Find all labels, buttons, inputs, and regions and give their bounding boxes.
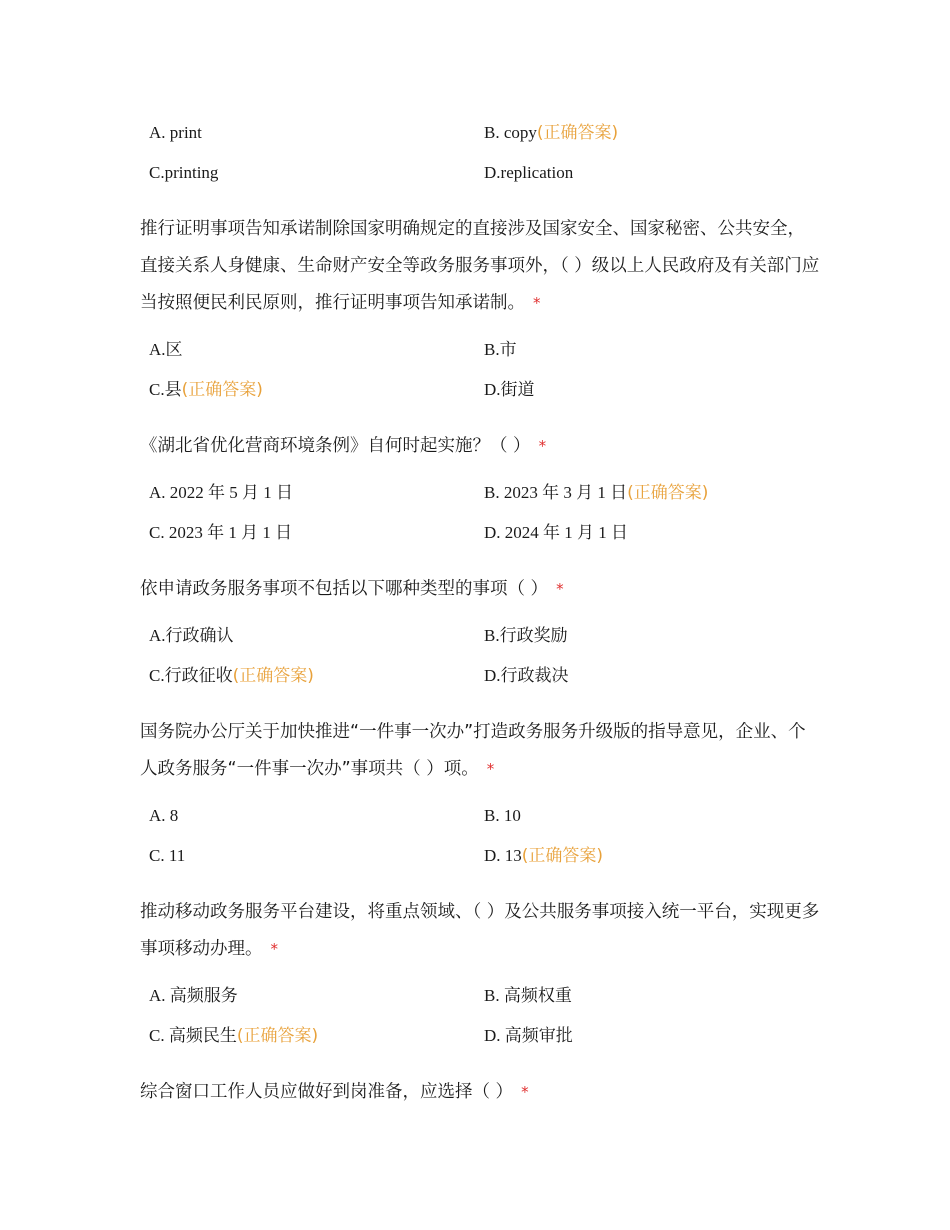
option-label: A. 2022 年 5 月 1 日 — [149, 483, 294, 502]
option-label: D. 2024 年 1 月 1 日 — [484, 523, 629, 542]
question-text — [140, 571, 820, 608]
option-label: D.街道 — [484, 380, 535, 399]
option-label: B.市 — [484, 340, 517, 359]
option-label: B.行政奖励 — [484, 626, 568, 645]
question-block — [140, 894, 820, 1056]
option-label: C.printing — [149, 163, 219, 182]
option-d[interactable] — [475, 656, 810, 696]
option-c[interactable] — [140, 836, 475, 876]
option-b[interactable] — [475, 330, 810, 370]
required-star: * — [270, 940, 278, 958]
correct-answer-mark: (正确答案) — [181, 380, 263, 400]
question-body: 国务院办公厅关于加快推进“一件事一次办”打造政务服务升级版的指导意见，企业、个人政务服务“一件事一次办”事项共（ ）项。 — [140, 722, 806, 779]
question-block — [140, 428, 820, 553]
question-text — [140, 211, 820, 322]
option-grid — [140, 473, 820, 553]
option-b[interactable] — [475, 976, 810, 1016]
question-text — [140, 428, 820, 465]
option-grid — [140, 113, 820, 193]
option-label: D.replication — [484, 163, 574, 182]
option-label: C. 高频民生 — [149, 1026, 237, 1045]
required-star: * — [521, 1083, 529, 1101]
question-block — [140, 571, 820, 696]
question-block — [140, 714, 820, 876]
option-label: B. 10 — [484, 806, 521, 825]
option-label: B. copy — [484, 123, 537, 142]
correct-answer-mark: (正确答案) — [236, 1026, 319, 1046]
option-c[interactable] — [140, 153, 475, 193]
option-label: C. 2023 年 1 月 1 日 — [149, 523, 293, 542]
option-d[interactable] — [475, 370, 810, 410]
question-text — [140, 894, 820, 968]
option-c[interactable] — [140, 1016, 475, 1056]
option-label: A.行政确认 — [149, 626, 234, 645]
option-d[interactable] — [475, 1016, 810, 1056]
option-c[interactable] — [140, 656, 475, 696]
option-label: D. 13 — [484, 846, 522, 865]
question-body: 推行证明事项告知承诺制除国家明确规定的直接涉及国家安全、国家秘密、公共安全，直接关系人身健康、生命财产安全等政务服务事项外，（ ）级以上人民政府及有关部门应当按照便民利民原则，推行证明事项告知承诺制。 — [140, 219, 820, 313]
correct-answer-mark: (正确答案) — [627, 483, 709, 503]
document-page — [140, 0, 820, 1119]
option-label: A.区 — [149, 340, 183, 359]
option-a[interactable] — [140, 796, 475, 836]
option-a[interactable] — [140, 330, 475, 370]
required-star: * — [538, 437, 547, 455]
option-d[interactable] — [475, 836, 810, 876]
option-d[interactable] — [475, 153, 810, 193]
option-c[interactable] — [140, 370, 475, 410]
option-label: C. 11 — [149, 846, 186, 865]
question-body: 依申请政务服务事项不包括以下哪种类型的事项（ ） — [140, 579, 549, 599]
correct-answer-mark: (正确答案) — [232, 666, 314, 686]
option-c[interactable] — [140, 513, 475, 553]
question-block — [140, 1074, 820, 1111]
option-d[interactable] — [475, 513, 810, 553]
required-star: * — [556, 580, 564, 598]
option-label: A. print — [149, 123, 202, 142]
required-star: * — [533, 294, 541, 312]
option-a[interactable] — [140, 616, 475, 656]
option-a[interactable] — [140, 113, 475, 153]
option-b[interactable] — [475, 113, 810, 153]
correct-answer-mark: (正确答案) — [521, 846, 604, 866]
question-body: 综合窗口工作人员应做好到岗准备，应选择（ ） — [140, 1082, 514, 1102]
option-label: A. 高频服务 — [149, 986, 238, 1005]
question-block — [140, 211, 820, 410]
correct-answer-mark: (正确答案) — [536, 123, 619, 143]
required-star: * — [486, 760, 495, 778]
option-label: C.县 — [149, 380, 182, 399]
question-text — [140, 714, 820, 788]
option-label: D. 高频审批 — [484, 1026, 573, 1045]
option-b[interactable] — [475, 473, 810, 513]
option-b[interactable] — [475, 616, 810, 656]
option-label: B. 高频权重 — [484, 986, 572, 1005]
option-a[interactable] — [140, 473, 475, 513]
question-body: 推动移动政务服务平台建设，将重点领域、（ ）及公共服务事项接入统一平台，实现更多事项移动办理。 — [140, 902, 820, 959]
option-grid — [140, 796, 820, 876]
option-grid — [140, 330, 820, 410]
option-a[interactable] — [140, 976, 475, 1016]
question-body: 《湖北省优化营商环境条例》自何时起实施？（ ） — [140, 436, 531, 456]
option-b[interactable] — [475, 796, 810, 836]
option-label: A. 8 — [149, 806, 179, 825]
option-grid — [140, 976, 820, 1056]
option-label: B. 2023 年 3 月 1 日 — [484, 483, 628, 502]
option-grid — [140, 616, 820, 696]
option-label: C.行政征收 — [149, 666, 233, 685]
question-text — [140, 1074, 820, 1111]
option-label: D.行政裁决 — [484, 666, 569, 685]
